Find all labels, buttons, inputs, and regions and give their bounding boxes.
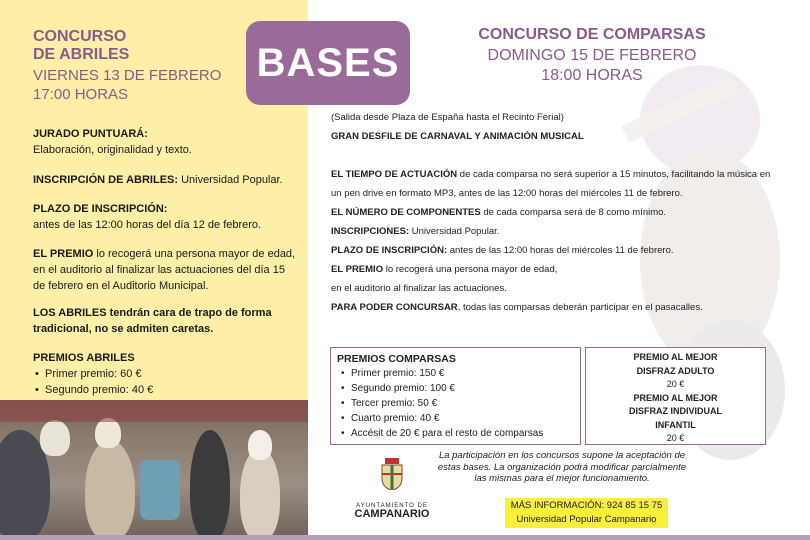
participation-note: La participación en los concursos supone la aceptación de estas bases. La organización podrá modificar parcialmente las mismas para el mejor funcionamiento. xyxy=(437,450,687,484)
jurado-text: Elaboración, originalidad y texto. xyxy=(33,144,192,156)
adulto-line2: DISFRAZ ADULTO xyxy=(636,365,715,376)
list-item: • Segundo premio: 100 € xyxy=(337,381,574,396)
comparsas-date: DOMINGO 15 DE FEBRERO xyxy=(487,47,697,64)
premio-rule xyxy=(331,260,771,279)
inscripciones-label: INSCRIPCIONES: xyxy=(331,226,410,237)
plazo-text: antes de las 12:00 horas del día 12 de febrero. xyxy=(33,219,262,231)
info-box xyxy=(505,498,668,528)
comparsas-rules xyxy=(331,165,771,317)
logo-small-text: AYUNTAMIENTO DE xyxy=(356,503,428,509)
plazo-label-right: PLAZO DE INSCRIPCIÓN: xyxy=(331,245,448,256)
premio-label: EL PREMIO xyxy=(33,248,94,260)
coat-of-arms-icon xyxy=(380,458,404,490)
comparsas-datetime xyxy=(442,46,742,86)
jurado-block xyxy=(33,126,298,158)
premio-block xyxy=(33,246,298,294)
bases-badge: BASES xyxy=(246,21,410,105)
adulto-amount: 20 € xyxy=(666,379,685,389)
list-item: • Segundo premio: 40 € xyxy=(33,382,298,398)
numero-label: EL NÚMERO DE COMPONENTES xyxy=(331,207,481,218)
caretas-block xyxy=(33,305,298,337)
desfile-text: GRAN DESFILE DE CARNAVAL Y ANIMACIÓN MUSICAL xyxy=(331,131,584,142)
plazo-text-right: antes de las 12:00 horas del miércoles 11 de febrero. xyxy=(447,245,674,256)
info-phone: MÁS INFORMACIÓN: 924 85 15 75 xyxy=(510,500,663,511)
numero-rule xyxy=(331,203,771,222)
premios-comparsas-title: PREMIOS COMPARSAS xyxy=(337,353,456,365)
inscripcion-block xyxy=(33,172,298,188)
abriles-datetime xyxy=(33,66,221,104)
jurado-label: JURADO PUNTUARÁ: xyxy=(33,128,148,140)
concursar-text: , todas las comparsas deberán participar en el pasacalles. xyxy=(457,302,703,313)
tiempo-rule xyxy=(331,165,771,203)
list-item: • Tercer premio: 50 € xyxy=(337,396,574,411)
tiempo-text: de cada comparsa no será superior a 15 minutos, facilitando la música en un pen drive en formato MP3, antes de las 12:00 horas del miércoles 11 de febrero. xyxy=(331,169,771,199)
logo-big-text: CAMPANARIO xyxy=(354,508,430,520)
comparsas-title: CONCURSO DE COMPARSAS xyxy=(478,26,706,43)
tiempo-label: EL TIEMPO DE ACTUACIÓN xyxy=(331,169,458,180)
premio-disfraz-infantil xyxy=(590,392,761,446)
premio-label-right: EL PREMIO xyxy=(331,264,384,275)
plazo-block xyxy=(33,201,298,233)
abriles-title-line2: DE ABRILES xyxy=(33,46,130,63)
info-org: Universidad Popular Campanario xyxy=(516,514,657,525)
infantil-line2: DISFRAZ INDIVIDUAL xyxy=(629,406,722,416)
comparsas-time: 18:00 HORAS xyxy=(541,67,643,84)
concursar-label: PARA PODER CONCURSAR xyxy=(331,302,458,313)
comparsas-intro xyxy=(331,108,771,146)
premio-text: lo recogerá una persona mayor de edad, en el auditorio al finalizar las actuaciones del día 15 de febrero en el Auditorio Municipal. xyxy=(33,248,296,292)
abriles-time: 17:00 HORAS xyxy=(33,86,129,103)
premios-comparsas-box xyxy=(330,347,581,445)
premio-text-right-2: en el auditorio al finalizar las actuaciones. xyxy=(331,283,507,294)
premios-comparsas-list xyxy=(337,366,574,441)
list-item: • Primer premio: 60 € xyxy=(33,366,298,382)
list-item: • Cuarto premio: 40 € xyxy=(337,411,574,426)
plazo-label: PLAZO DE INSCRIPCIÓN: xyxy=(33,203,168,215)
inscripcion-label: INSCRIPCIÓN DE ABRILES: xyxy=(33,174,179,186)
salida-text: (Salida desde Plaza de España hasta el Recinto Ferial) xyxy=(331,112,564,123)
inscripciones-rule xyxy=(331,222,771,241)
abriles-title-line1: CONCURSO xyxy=(33,28,127,45)
abriles-title xyxy=(33,28,129,64)
carnival-photo xyxy=(0,400,308,540)
abriles-date: VIERNES 13 DE FEBRERO xyxy=(33,67,222,84)
inscripciones-text: Universidad Popular. xyxy=(409,226,500,237)
premios-disfraz-box xyxy=(585,347,766,445)
caretas-text: LOS ABRILES tendrán cara de trapo de forma tradicional, no se admiten caretas. xyxy=(33,307,272,335)
premio-disfraz-adulto xyxy=(590,351,761,392)
concursar-rule xyxy=(331,298,771,317)
premios-abriles-title: PREMIOS ABRILES xyxy=(33,352,135,364)
list-item: • Primer premio: 150 € xyxy=(337,366,574,381)
adulto-line1: PREMIO AL MEJOR xyxy=(633,352,718,362)
premio-text-right-1: lo recogerá una persona mayor de edad, xyxy=(383,264,558,275)
ayuntamiento-logo xyxy=(352,454,432,526)
numero-text: de cada comparsa será de 8 como mínimo. xyxy=(480,207,667,218)
list-item: • Accésit de 20 € para el resto de comparsas xyxy=(337,426,574,441)
infantil-line1: PREMIO AL MEJOR xyxy=(633,392,718,403)
inscripcion-text: Universidad Popular. xyxy=(178,174,283,186)
infantil-line3: INFANTIL xyxy=(655,419,696,430)
bottom-bar xyxy=(0,535,810,540)
infantil-amount: 20 € xyxy=(666,433,685,443)
plazo-rule xyxy=(331,241,771,260)
